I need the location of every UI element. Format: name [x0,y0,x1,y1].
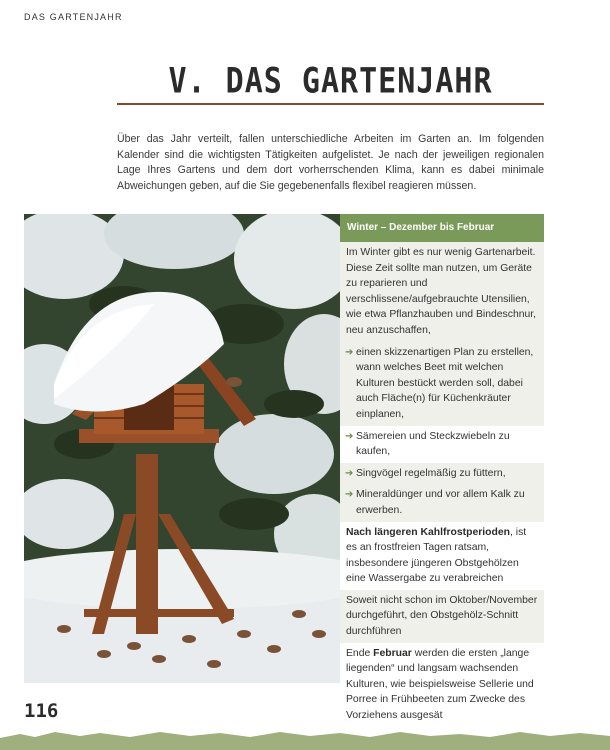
arrow-right-icon: ➔ [345,346,354,358]
table-row: Im Winter gibt es nur wenig Gartenarbeit. Diese Zeit sollte man nutzen, um Geräte zu reparieren und verschlissene/aufgebrauchte Utensilien, wie etwa Pflanzhauben und Bindeschnur, neu anzuschaffen, [340,242,544,342]
arrow-right-icon: ➔ [345,489,354,501]
running-head: DAS GARTENJAHR [24,12,123,22]
arrow-right-icon: ➔ [345,430,354,442]
table-row: ➔ einen skizzenartigen Plan zu erstellen, wann welches Beet mit welchen Kulturen bestückt werden soll, dabei auch Fläche(n) für Küchenkräuter einplanen, [340,342,544,426]
table-row: Ende Februar werden die ersten „lange liegenden“ und langsam wachsenden Kulturen, wie beispielsweise Sellerie und Porree in Frühbeeten zum Zwecke des Vorziehens ausgesät [340,643,544,727]
page-number: 116 [24,700,59,722]
title-rule [117,103,544,105]
bird-feeder-illustration [24,214,340,683]
intro-paragraph: Über das Jahr verteilt, fallen unterschiedliche Arbeiten im Garten an. Im folgenden Kalender sind die wichtigsten Tätigkeiten aufgelistet. Je nach der jeweiligen regionalen Lage Ihres Gartens und dem dort vorherrschenden Klima, kann es dabei minimale Abweichungen geben, auf die Sie gegebenenfalls flexibel reagieren müssen. [117,133,544,192]
table-heading: Winter – Dezember bis Februar [340,214,544,242]
bird-feeder-photo [24,214,340,683]
chapter-title: V. DAS GARTENJAHR [168,61,493,102]
table-row: Nach längeren Kahlfrostperioden, ist es an frostfreien Tagen ratsam, insbesondere jüngeren Obstgehölzen eine Wassergabe zu verabreichen [340,522,544,590]
table-row: Soweit nicht schon im Oktober/November durchgeführt, den Obstgehölz-Schnitt durchführen [340,590,544,643]
table-row: ➔ Sämereien und Steckzwiebeln zu kaufen, [340,426,544,463]
grass-strip-decoration [0,724,610,750]
table-row: ➔ Mineraldünger und vor allem Kalk zu erwerben. [340,484,544,521]
calendar-table-winter [340,214,544,727]
arrow-right-icon: ➔ [345,467,354,479]
table-row: ➔ Singvögel regelmäßig zu füttern, [340,463,544,485]
